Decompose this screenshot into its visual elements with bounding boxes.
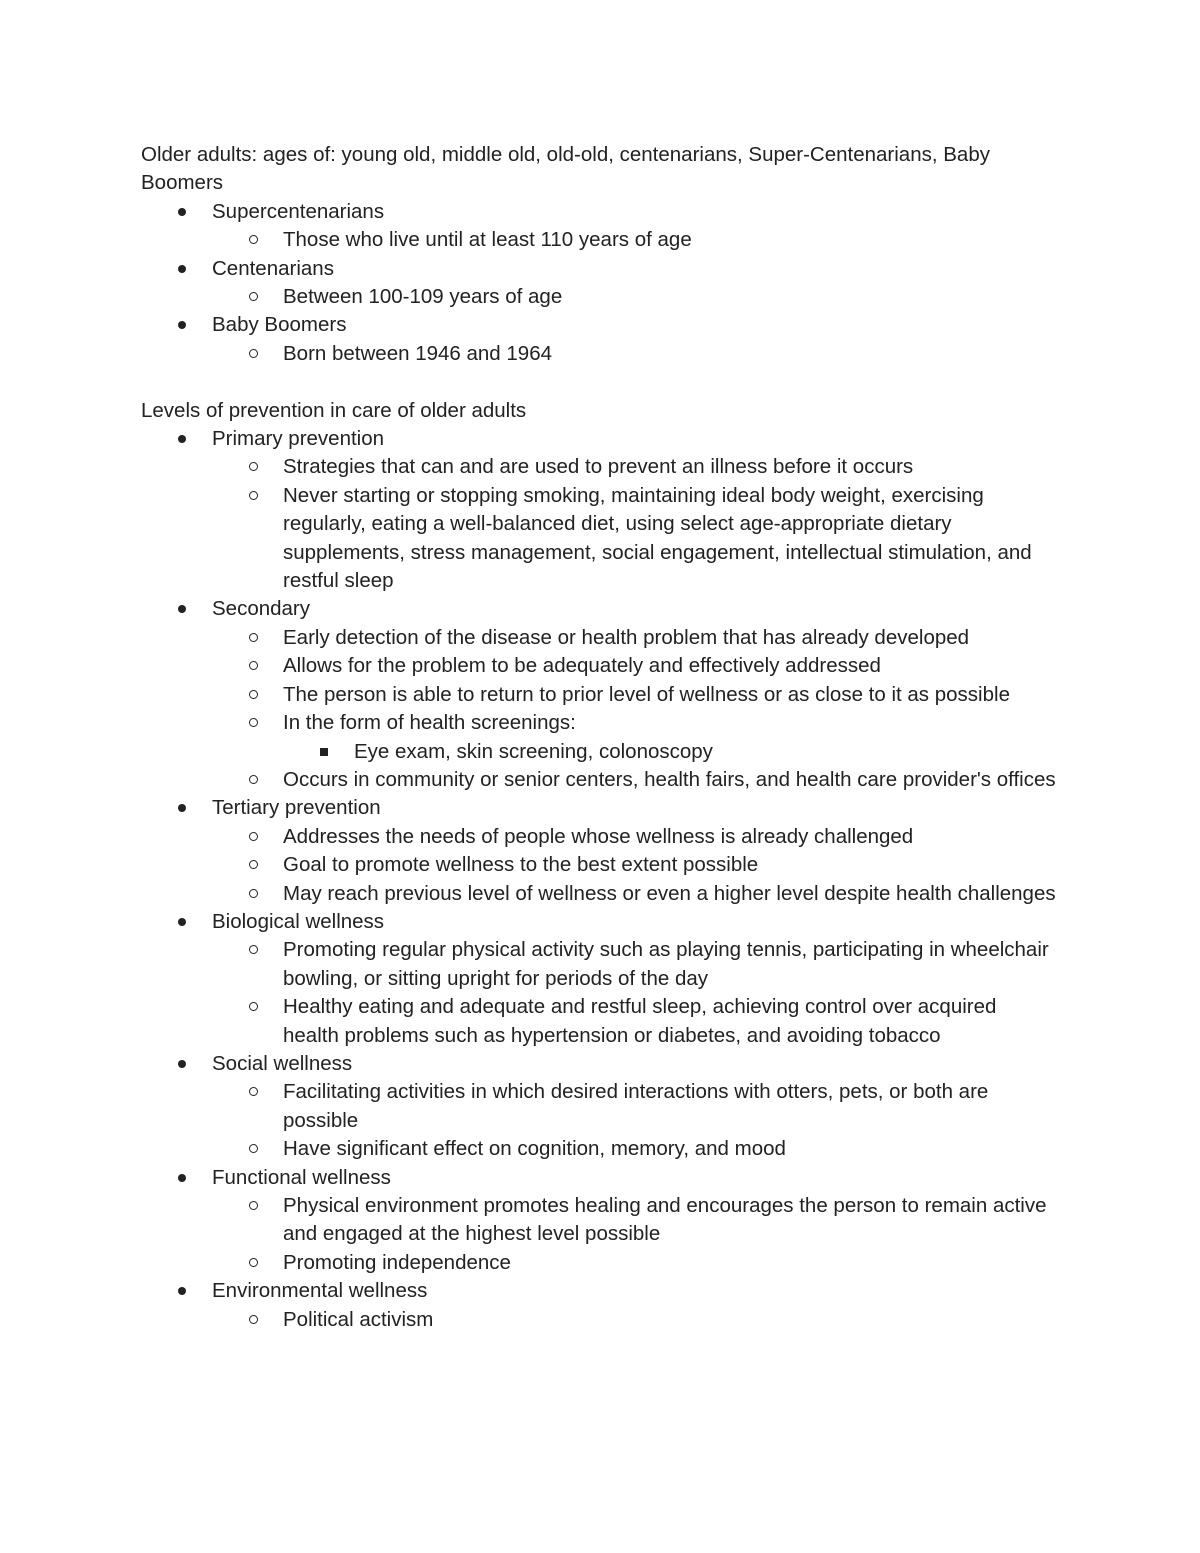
- sublist-item: [212, 226, 1056, 254]
- bullet-disc-icon: [178, 321, 186, 329]
- sub-sublist: [283, 738, 1056, 766]
- sublist-item: [212, 1306, 1056, 1334]
- list-item-centenarians: [141, 255, 1056, 312]
- list-item-label: Primary prevention: [212, 427, 385, 451]
- sublist-item: [212, 766, 1056, 794]
- sublist: [212, 1078, 1056, 1163]
- sublist-item: [212, 880, 1056, 908]
- bullet-circle-icon: [249, 235, 258, 244]
- bullet-circle-icon: [249, 860, 258, 869]
- sublist-item-text: Promoting regular physical activity such as playing tennis, participating in wheelchair bowling, or sitting upright for periods of the day: [283, 938, 1049, 990]
- bullet-disc-icon: [178, 435, 186, 443]
- sublist-item: [212, 340, 1056, 368]
- bullet-circle-icon: [249, 491, 258, 500]
- sub-sublist-item-text: Eye exam, skin screening, colonoscopy: [354, 739, 713, 763]
- sublist-item: [212, 1078, 1056, 1135]
- sublist-item: [212, 851, 1056, 879]
- bullet-circle-icon: [249, 292, 258, 301]
- sublist-item-text: Early detection of the disease or health problem that has already developed: [283, 625, 970, 649]
- sublist-item-text: In the form of health screenings:: [283, 711, 576, 735]
- bullet-circle-icon: [249, 1144, 258, 1153]
- sublist-item: [212, 1249, 1056, 1277]
- sublist-item-text: Goal to promote wellness to the best extent possible: [283, 853, 759, 877]
- bullet-disc-icon: [178, 918, 186, 926]
- sublist: [212, 226, 1056, 254]
- sublist: [212, 1306, 1056, 1334]
- sublist-item: [212, 624, 1056, 652]
- sublist-item-text: Born between 1946 and 1964: [283, 341, 553, 365]
- list-item-label: Secondary: [212, 597, 311, 621]
- bullet-circle-icon: [249, 462, 258, 471]
- section-heading-older-adults: Older adults: ages of: young old, middle old, old-old, centenarians, Super-Centenarians, Baby Boomers: [141, 143, 990, 195]
- sublist-item-text: Political activism: [283, 1307, 434, 1331]
- bullet-circle-icon: [249, 945, 258, 954]
- sublist-item-text: Healthy eating and adequate and restful sleep, achieving control over acquired health problems such as hypertension or diabetes, and avoiding tobacco: [283, 995, 997, 1047]
- list-item-secondary: [141, 595, 1056, 794]
- sub-sublist-item: [283, 738, 1056, 766]
- sublist-item: [212, 1192, 1056, 1249]
- bullet-circle-icon: [249, 1258, 258, 1267]
- sublist-item: [212, 681, 1056, 709]
- sublist-item-text: Have significant effect on cognition, memory, and mood: [283, 1137, 786, 1161]
- list-item-label: Baby Boomers: [212, 313, 347, 337]
- sublist-item-text: Occurs in community or senior centers, health fairs, and health care provider's offices: [283, 767, 1056, 791]
- sublist: [212, 624, 1056, 794]
- section-heading-levels-of-prevention: Levels of prevention in care of older adults: [141, 398, 527, 422]
- list-item-environmental-wellness: [141, 1277, 1056, 1334]
- sublist-item: [212, 823, 1056, 851]
- bullet-circle-icon: [249, 1002, 258, 1011]
- sublist-item: [212, 709, 1056, 766]
- sublist-item-text: The person is able to return to prior level of wellness or as close to it as possible: [283, 682, 1010, 706]
- sublist-item: [212, 993, 1056, 1050]
- list-item-label: Environmental wellness: [212, 1279, 428, 1303]
- list-item-tertiary-prevention: [141, 794, 1056, 908]
- list-item-label: Biological wellness: [212, 909, 385, 933]
- bullet-circle-icon: [249, 1315, 258, 1324]
- list-item-primary-prevention: [141, 425, 1056, 595]
- bullet-square-icon: [320, 748, 328, 756]
- bullet-circle-icon: [249, 690, 258, 699]
- list-item-label: Tertiary prevention: [212, 796, 381, 820]
- prevention-list: [141, 425, 1056, 1334]
- list-item-label: Functional wellness: [212, 1165, 391, 1189]
- list-item-biological-wellness: [141, 908, 1056, 1050]
- list-item-baby-boomers: [141, 311, 1056, 368]
- list-item-label: Centenarians: [212, 256, 334, 280]
- sublist-item-text: Addresses the needs of people whose wellness is already challenged: [283, 824, 914, 848]
- sublist: [212, 1192, 1056, 1277]
- bullet-circle-icon: [249, 718, 258, 727]
- sublist: [212, 283, 1056, 311]
- bullet-circle-icon: [249, 775, 258, 784]
- sublist: [212, 340, 1056, 368]
- bullet-disc-icon: [178, 605, 186, 613]
- sublist-item-text: Allows for the problem to be adequately and effectively addressed: [283, 654, 881, 678]
- bullet-disc-icon: [178, 1060, 186, 1068]
- bullet-circle-icon: [249, 349, 258, 358]
- bullet-circle-icon: [249, 1201, 258, 1210]
- sublist-item-text: Physical environment promotes healing and encourages the person to remain active and engaged at the highest level possible: [283, 1194, 1047, 1246]
- bullet-circle-icon: [249, 661, 258, 670]
- sublist-item: [212, 453, 1056, 481]
- sublist: [212, 453, 1056, 595]
- sublist-item-text: Never starting or stopping smoking, maintaining ideal body weight, exercising regularly, eating a well-balanced diet, using select age-appropriate dietary supplements, stress management, social engagement, intellectual stimulation, and restful sleep: [283, 483, 1032, 593]
- sublist: [212, 936, 1056, 1050]
- list-item-label: Supercentenarians: [212, 199, 385, 223]
- list-item-supercentenarians: [141, 198, 1056, 255]
- bullet-circle-icon: [249, 889, 258, 898]
- age-group-list: [141, 198, 1056, 368]
- sublist-item: [212, 1135, 1056, 1163]
- sublist-item-text: May reach previous level of wellness or even a higher level despite health challenges: [283, 881, 1056, 905]
- sublist: [212, 823, 1056, 908]
- document-body: [141, 141, 1056, 1334]
- bullet-disc-icon: [178, 208, 186, 216]
- bullet-disc-icon: [178, 1174, 186, 1182]
- bullet-circle-icon: [249, 832, 258, 841]
- bullet-disc-icon: [178, 1287, 186, 1295]
- sublist-item: [212, 482, 1056, 596]
- sublist-item-text: Strategies that can and are used to prevent an illness before it occurs: [283, 455, 914, 479]
- sublist-item: [212, 652, 1056, 680]
- sublist-item-text: Between 100-109 years of age: [283, 285, 563, 309]
- sublist-item: [212, 283, 1056, 311]
- list-item-label: Social wellness: [212, 1051, 353, 1075]
- sublist-item-text: Promoting independence: [283, 1250, 511, 1274]
- bullet-circle-icon: [249, 633, 258, 642]
- sublist-item: [212, 936, 1056, 993]
- bullet-circle-icon: [249, 1087, 258, 1096]
- list-item-social-wellness: [141, 1050, 1056, 1164]
- bullet-disc-icon: [178, 804, 186, 812]
- list-item-functional-wellness: [141, 1164, 1056, 1278]
- sublist-item-text: Facilitating activities in which desired interactions with otters, pets, or both are possible: [283, 1080, 989, 1132]
- paragraph-spacer: [141, 368, 1056, 396]
- sublist-item-text: Those who live until at least 110 years of age: [283, 228, 692, 252]
- bullet-disc-icon: [178, 265, 186, 273]
